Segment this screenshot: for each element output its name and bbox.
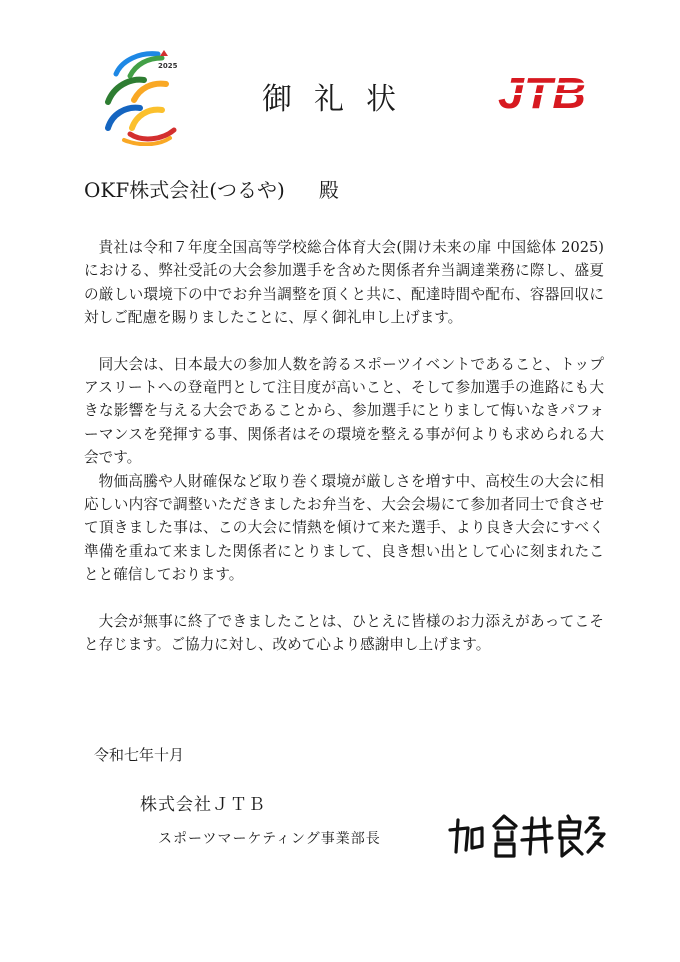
body-paragraph: 同大会は、日本最大の参加人数を誇るスポーツイベントであること、トップアスリートへの登竜門として注目度が高いこと、そして参加選手の進路にも大きな影響を与える大会であることから、参加選手にとりまして悔いなきパフォーマンスを発揮する事、関係者はその環境を整える事が何よりも求められる大会です。 <box>84 355 604 467</box>
letter-body <box>84 236 604 657</box>
jtb-logo-icon <box>494 64 590 116</box>
body-paragraph: 貴社は令和７年度全国高等学校総合体育大会(開け未来の扉 中国総体 2025) における、弊社受託の大会参加選手を含めた関係者弁当調達業務に際し、盛夏の厳しい環境下の中でお弁当調整を頂くと共に、配達時間や配布、容器回収に対しご配慮を賜りましたことに、厚く御礼申し上げます。 <box>84 239 604 327</box>
recipient-honorific: 殿 <box>318 178 339 202</box>
body-paragraph: 大会が無事に終了できましたことは、ひとえに皆様のお力添えがあってこそと存じます。ご協力に対し、改めて心より感謝申し上げます。 <box>84 612 604 654</box>
sender-company: 株式会社ＪＴＢ <box>140 795 266 815</box>
sender-title: スポーツマーケティング事業部長 <box>158 831 381 847</box>
body-paragraph: 物価高騰や人財確保など取り巻く環境が厳しさを増す中、高校生の大会に相応しい内容で調整いただきましたお弁当を、大会会場にて参加者同士で食させて頂きました事は、この大会に情熱を傾けて来た選手、より良き大会にすべく準備を重ねて来ました関係者にとりまして、良き想い出として心に刻まれたことと確信しております。 <box>84 472 604 584</box>
event-logo-graphic <box>100 46 186 146</box>
letter-title: 御礼状 <box>262 82 418 117</box>
event-logo-year: 2025 <box>158 62 178 70</box>
signature-graphic <box>446 812 606 860</box>
handwritten-signature-icon <box>446 812 606 860</box>
jtb-logo-text: JTB <box>498 69 586 116</box>
letter-date: 令和七年十月 <box>94 746 185 764</box>
jtb-logo-graphic <box>494 64 590 116</box>
recipient-line <box>84 174 339 203</box>
recipient-name: OKF株式会社(つるや) <box>84 178 285 202</box>
event-logo-icon <box>100 46 186 146</box>
